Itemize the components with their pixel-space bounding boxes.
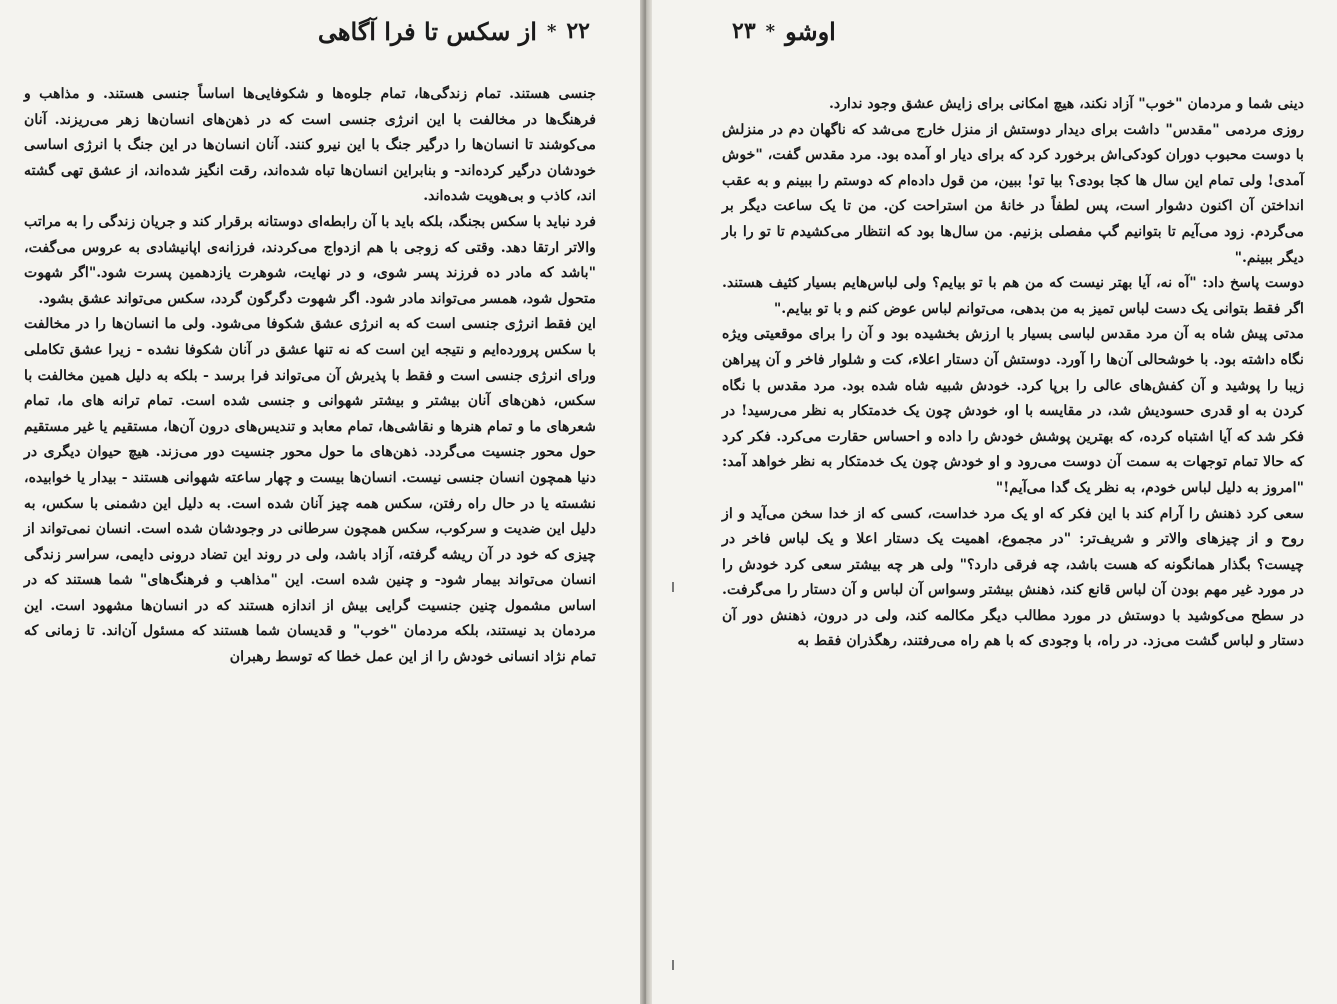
header-separator: * [546, 20, 557, 42]
right-page-header [732, 14, 942, 48]
right-page [652, 0, 1337, 1004]
book-gutter [640, 0, 652, 1004]
right-running-title: اوشو [785, 16, 836, 46]
right-paragraph-3: دوست پاسخ داد: "آه نه، آیا بهتر نیست که من هم با تو بیایم؟ ولی لباس‌هایم بسیار کثیف هستند. اگر فقط بتوانی یک دست لباس تمیز به من بدهی، می‌توانم لباس عوض کنم و با تو بیایم." [722, 275, 1304, 317]
left-paragraph-2: فرد نباید با سکس بجنگد، بلکه باید با آن رابطه‌ای دوستانه برقرار کند و جریان زندگی را به مراتب والاتر ارتقا دهد. وقتی که زوجی با هم ازدواج می‌کردند، فرزانه‌ی اپانیشادی به عروس می‌گفت، "باشد که مادر ده فرزند پسر شوی، و در نهایت، شوهرت یازدهمین پسرت شود."اگر شهوت متحول شود، همسر می‌تواند مادر شود. اگر شهوت دگرگون گردد، سکس می‌تواند عشق بشود. [24, 213, 596, 307]
left-page-number: ۲۲ [566, 18, 590, 44]
right-paragraph-1: دینی شما و مردمان "خوب" آزاد نکند، هیچ امکانی برای زایش عشق وجود ندارد. [828, 96, 1304, 112]
left-page [0, 0, 640, 1004]
left-paragraph-3: این فقط انرژی جنسی است که به انرژی عشق شکوفا می‌شود. ولی ما انسان‌ها را در مخالفت با سکس پرورده‌ایم و نتیجه این است که نه تنها عشق در آنان شکوفا نشده - زیرا عشق تکاملی ورای انرژی جنسی است و فقط با پذیرش آن می‌تواند فرا برسد - بلکه به دلیل همین مخالفت با سکس، ذهن‌های آنان بیشتر و بیشتر شهوانی و جنسی شده است. تمام ترانه های ما، تمام شعرهای ما و تمام هنرها و نقاشی‌ها، تمام معابد و تندیس‌های درون آن‌ها، مستقیم یا غیر مستقیم حول محور جنسیت می‌گردد. ذهن‌های ما حول محور جنسیت دور می‌زند. هیچ حیوان دیگری در دنیا همچون انسان جنسی نیست. انسان‌ها بیست و چهار ساعته شهوانی هستند - بیدار یا خوابیده، نشسته یا در حال راه رفتن، سکس همه چیز آنان شده است. به دلیل این دشمنی با سکس، به دلیل این ضدیت و سرکوب، سکس همچون سرطانی در وجودشان شده است. انسان نمی‌تواند از چیزی که خود در آن ریشه گرفته، آزاد باشد، ولی در روند این تضاد درونی دایمی، سراسر زندگی انسان می‌تواند بیمار شود- و چنین شده است. این "مذاهب و فرهنگ‌های" شما هستند که در اساس مشمول چنین جنسیت گرایی بیش از اندازه هستند که در انسان‌ها مشهود است. این مردمان بد نیستند، بلکه مردمان "خوب" و قدیسان شما هستند که مسئول آن‌اند. تا زمانی که تمام نژاد انسانی خودش را از این عمل خطا که توسط رهبران [24, 316, 596, 666]
left-page-body [24, 82, 596, 671]
left-running-title: از سکس تا فرا آگاهی [317, 16, 537, 46]
header-separator: * [765, 20, 776, 42]
right-paragraph-4: مدتی پیش شاه به آن مرد مقدس لباسی بسیار با ارزش بخشیده بود و آن را برای موقعیتی ویژه نگاه داشته بود. با خوشحالی آن‌ها را آورد. دوستش آن دستار اعلاء، کت و شلوار فاخر و آن پیراهن زیبا را پوشید و آن کفش‌های عالی را برپا کرد. خودش شبیه شاه شده بود. مرد مقدس با نگاه کردن به او قدری حسودیش شد، در مقایسه با او، خودش چون یک خدمتکار به نظر می‌رسید! در فکر شد که آیا اشتباه کرده، که بهترین پوشش خودش را داده و احساس حقارت می‌کرد. فکر کرد که حالا تمام توجهات به سمت آن دوست می‌رود و او خودش چون یک خدمتکار به نظر خواهد آمد: "امروز به دلیل لباس خودم، به نظر یک گدا می‌آیم!" [722, 326, 1304, 496]
right-paragraph-5: سعی کرد ذهنش را آرام کند با این فکر که او یک مرد خداست، کسی که از خدا سخن می‌آید و از روح و از چیزهای والاتر و شریف‌تر: "در مجموع، اهمیت یک دستار اعلا و یک لباس فاخر در چیست؟ بگذار همانگونه که هست باشد، چه فرقی دارد؟" ولی هر چه بیشتر سعی کرد خودش را در مورد غیر مهم بودن آن لباس قانع کند، ذهنش بیشتر وسواس آن لباس و آن دستار را می‌گرفت. در سطح می‌کوشید با دوستش در مورد مطالب دیگر مکالمه کند، ولی در درون، ذهنش دور آن دستار و لباس گشت می‌زد. در راه، با وجودی که با هم راه می‌رفتند، رهگذران فقط به [722, 505, 1304, 650]
right-page-number: ۲۳ [732, 18, 756, 44]
right-page-body [722, 92, 1304, 655]
margin-mark [672, 582, 674, 592]
margin-mark [672, 960, 674, 970]
left-paragraph-1: جنسی هستند. تمام زندگی‌ها، تمام جلوه‌ها و شکوفایی‌ها اساساً جنسی هستند. و مذاهب و فرهنگ‌ها در مخالفت با این انرژی جنسی است که در ذهن‌های انسان‌ها زهر می‌ریزند. آنان می‌کوشند تا انسان‌ها را درگیر جنگ با این نیرو کنند. آنان انسان‌ها در این جنگ با انرژی اساسی خودشان درگیر کرده‌اند- و بنابراین انسان‌ها تباه شده‌اند، رقت انگیز شده‌اند، از عشق تهی گشته اند، کاذب و بی‌هویت شده‌اند. [24, 86, 596, 205]
left-page-header [290, 14, 590, 48]
right-paragraph-2: روزی مردمی "مقدس" داشت برای دیدار دوستش از منزل خارج می‌شد که ناگهان دم در منزلش با دوست محبوب دوران کودکی‌اش برخورد کرد که برای دیار او آمده بود. مرد مقدس گفت، "خوش آمدی! ولی تمام این سال ها کجا بودی؟ بیا تو! ببین، من قول داده‌ام که دوستم را ببینم و به عقب انداختن آن اکنون دشوار است، پس لطفاً در خانهٔ من استراحت کن. من تا یک ساعت دیگر بر می‌گردم. زود می‌آیم تا بتوانیم گپ مفصلی بزنیم. من سال‌ها بود که انتظار می‌کشیدم تا تو را بار دیگر ببینم." [722, 121, 1304, 266]
